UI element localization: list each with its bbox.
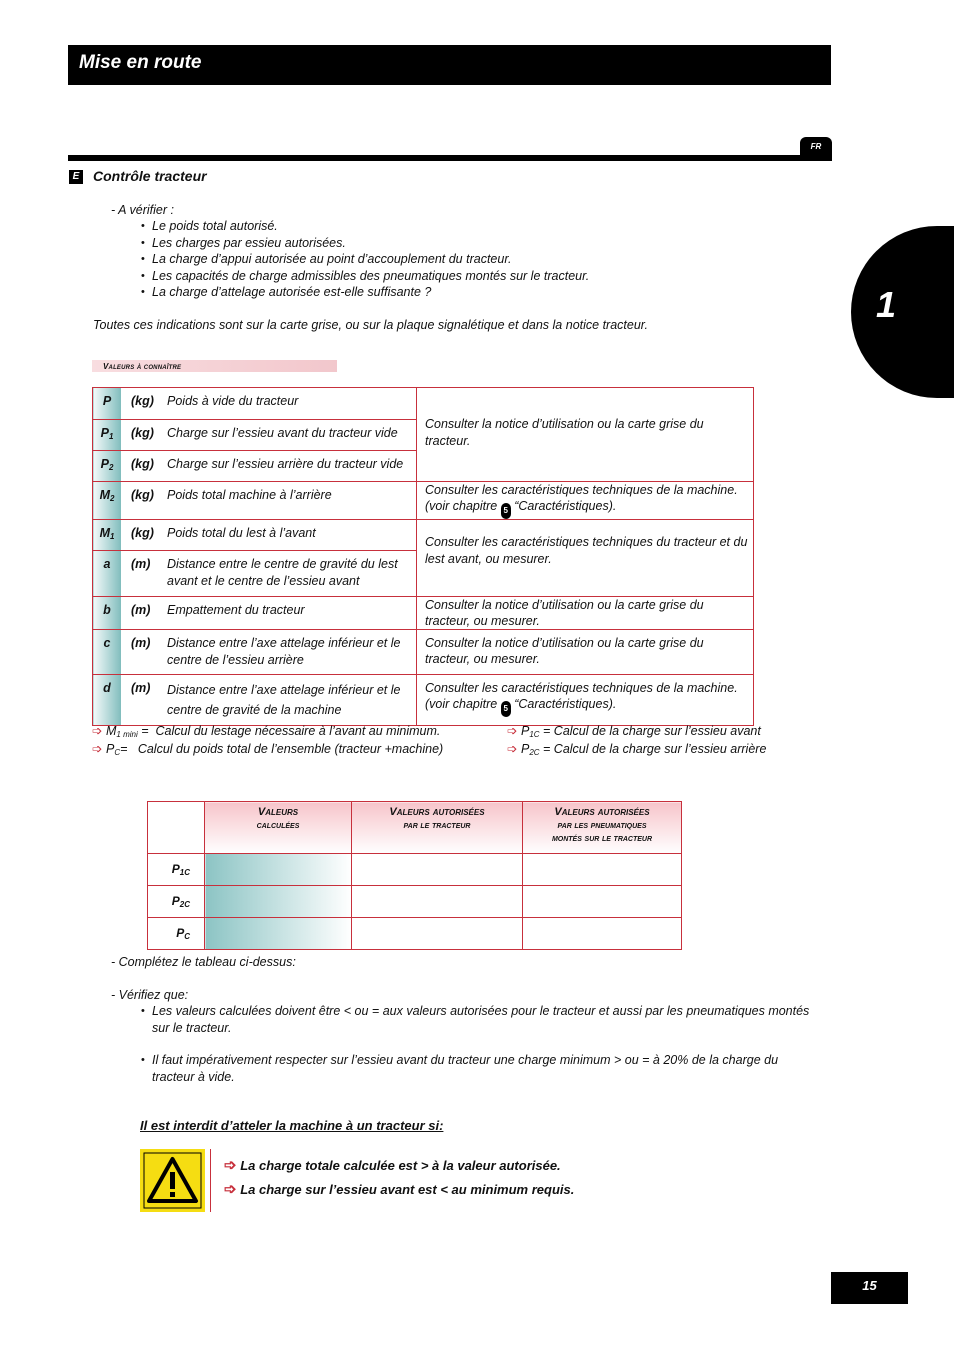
info-text: Toutes ces indications sont sur la carte grise, ou sur la plaque signalétique et dans la notice tracteur. [93,318,648,332]
tractor-cell[interactable] [352,918,523,950]
symbol-cell: $M_1$ [93,520,122,551]
chapter-5-icon: 5 [501,701,511,717]
ref-cell: Consulter la notice d’utilisation ou la carte grise du tracteur. [417,388,754,482]
header-bar [68,45,831,85]
note-m1: ➩ $M_{1 mini}$ = Calcul du lestage nécessaire à l’avant au minimum. [92,724,441,739]
empty-header [148,802,205,854]
ref-cell: Consulter les caractéristiques techniques de la machine. (voir chapitre 5 “Caractéristiques). [417,482,754,520]
note-p1c: ➩ $P_{1C}$ = Calcul de la charge sur l’essieu avant [507,724,761,739]
row-label: $P_{2C}$ [148,886,205,918]
calculated-cell[interactable] [205,886,352,918]
values-label: Valeurs à connaître [103,362,182,371]
section-title: Contrôle tracteur [93,168,207,184]
warning-divider [210,1149,211,1212]
unit-cell: (m) [121,675,165,726]
unit-cell: (m) [121,551,165,597]
unit-cell: (m) [121,630,165,675]
header-tyres: Valeurs autorisées par les pneumatiques montés sur le tracteur [523,802,682,854]
symbol-cell: a [93,551,122,597]
section-rule [68,155,832,161]
ref-cell: Consulter les caractéristiques techniques de la machine. (voir chapitre 5 “Caractéristiques). [417,675,754,726]
unit-cell: (kg) [121,482,165,520]
language-tab: FR [800,137,832,161]
desc-cell: Distance entre l’axe attelage inférieur et le centre de l’essieu arrière [165,630,417,675]
row-label: $P_C$ [148,918,205,950]
ref-cell: Consulter les caractéristiques techniques du tracteur et du lest avant, ou mesurer. [417,520,754,597]
arrow-icon: ➩ [507,742,518,756]
unit-cell: (kg) [121,388,165,420]
desc-cell: Charge sur l’essieu arrière du tracteur vide [165,451,417,482]
symbol-cell: b [93,597,122,630]
forbidden-item: ➩ La charge totale calculée est > à la valeur autorisée. [224,1157,561,1174]
chapter-tab [851,226,954,398]
unit-cell: (kg) [121,451,165,482]
forbidden-title: Il est interdit d’atteler la machine à un tracteur si: [140,1118,444,1133]
arrow-icon: ➩ [507,724,518,738]
symbol-cell: $P_1$ [93,420,122,451]
symbol-cell: d [93,675,122,726]
calculated-cell[interactable] [205,918,352,950]
tyres-cell[interactable] [523,854,682,886]
unit-cell: (m) [121,597,165,630]
page-title: Mise en route [79,52,202,73]
section-letter: E [69,170,83,184]
note-p2c: ➩ $P_{2C}$ = Calcul de la charge sur l’essieu arrière [507,742,767,757]
desc-cell: Poids à vide du tracteur [165,388,417,420]
symbol-cell: $P_2$ [93,451,122,482]
chapter-number: 1 [876,284,897,325]
warning-icon [140,1149,205,1212]
check-intro: - A vérifier : [111,203,174,217]
desc-cell: Empattement du tracteur [165,597,417,630]
calc-table [147,801,682,950]
chapter-5-icon: 5 [501,503,511,519]
unit-cell: (kg) [121,520,165,551]
arrow-icon: ➩ [224,1181,237,1198]
list-item: • Les charges par essieu autorisées. [141,235,821,252]
values-table [92,387,754,726]
tyres-cell[interactable] [523,918,682,950]
list-item: • Les valeurs calculées doivent être < ou = aux valeurs autorisées pour le tracteur et aussi par les pneumatiques montés sur le tracteur. [141,1003,821,1036]
arrow-icon: ➩ [92,742,103,756]
arrow-icon: ➩ [224,1157,237,1174]
ref-cell: Consulter la notice d’utilisation ou la carte grise du tracteur, ou mesurer. [417,597,754,630]
check-list [141,218,821,301]
desc-cell: Poids total machine à l’arrière [165,482,417,520]
list-item: • Les capacités de charge admissibles des pneumatiques montés sur le tracteur. [141,268,821,285]
verify-intro: - Vérifiez que: [111,988,189,1002]
symbol-cell: P [93,388,122,420]
arrow-icon: ➩ [92,724,103,738]
symbol-cell: c [93,630,122,675]
note-pc: ➩ $P_C=$ Calcul du poids total de l’ensemble (tracteur +machine) [92,742,444,757]
calculated-cell[interactable] [205,854,352,886]
ref-cell: Consulter la notice d’utilisation ou la carte grise du tracteur, ou mesurer. [417,630,754,675]
symbol-cell: $M_2$ [93,482,122,520]
desc-cell: Poids total du lest à l’avant [165,520,417,551]
tractor-cell[interactable] [352,886,523,918]
desc-cell: Distance entre l’axe attelage inférieur et le centre de gravité de la machine [165,675,417,726]
desc-cell: Distance entre le centre de gravité du lest avant et le centre de l’essieu avant [165,551,417,597]
complete-text: - Complétez le tableau ci-dessus: [111,955,296,969]
verify-list [141,1003,821,1085]
list-item: • Il faut impérativement respecter sur l’essieu avant du tracteur une charge minimum > ou = à 20% de la charge du tracteur à vide. [141,1052,821,1085]
page-number: 15 [831,1272,908,1304]
tyres-cell[interactable] [523,886,682,918]
row-label: $P_{1C}$ [148,854,205,886]
forbidden-item: ➩ La charge sur l’essieu avant est < au minimum requis. [224,1181,575,1198]
tractor-cell[interactable] [352,854,523,886]
list-item: • Le poids total autorisé. [141,218,821,235]
desc-cell: Charge sur l’essieu avant du tracteur vide [165,420,417,451]
unit-cell: (kg) [121,420,165,451]
list-item: • La charge d’appui autorisée au point d’accouplement du tracteur. [141,251,821,268]
header-calculated: Valeurs calculées [205,802,352,854]
header-tractor: Valeurs autorisées par le tracteur [352,802,523,854]
list-item: • La charge d’attelage autorisée est-elle suffisante ? [141,284,821,301]
